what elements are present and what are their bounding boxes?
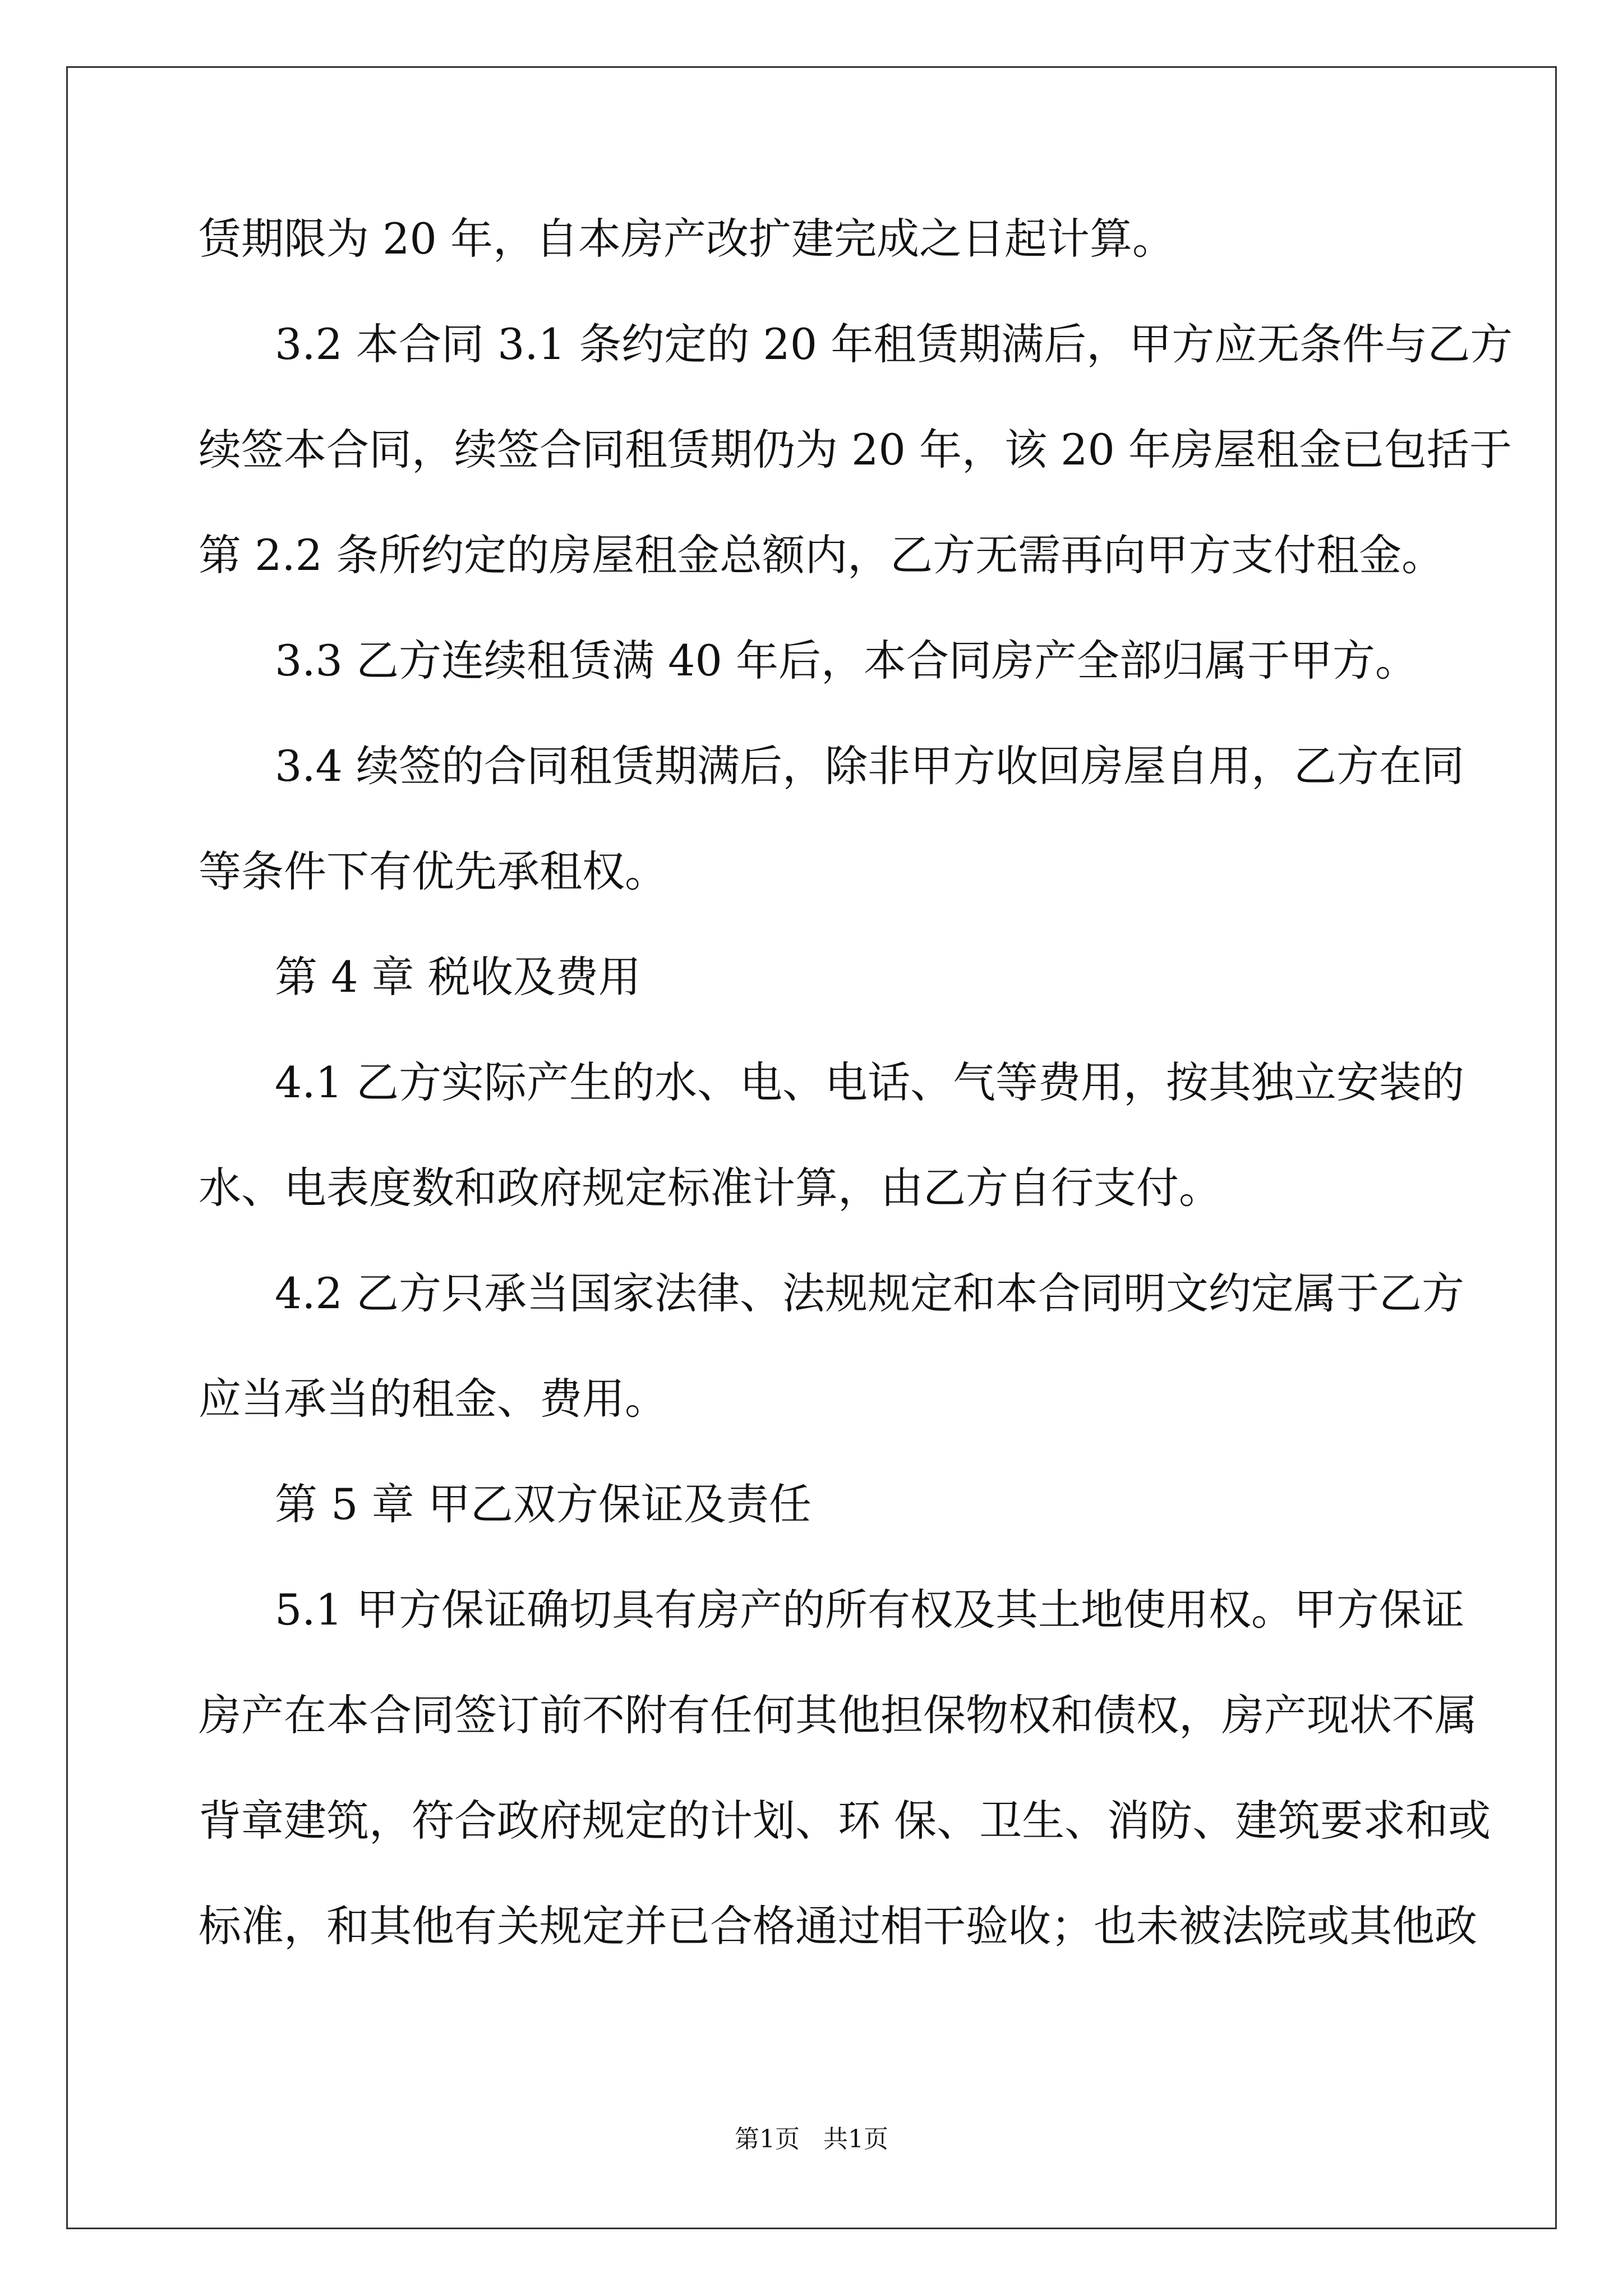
text-line-3: 续签本合同，续签合同租赁期仍为 20 年，该 20 年房屋租金已包括于	[199, 425, 1513, 475]
text-line-12: 应当承当的租金、费用。	[199, 1374, 667, 1424]
text-line-15: 房产在本合同签订前不附有任何其他担保物权和债权，房产现状不属	[199, 1690, 1477, 1740]
text-line-11: 4.2 乙方只承当国家法律、法规规定和本合同明文约定属于乙方	[275, 1268, 1465, 1318]
total-pages: 共1页	[823, 2125, 888, 2154]
page-number: 第1页	[735, 2125, 800, 2154]
text-line-5: 3.3 乙方连续租赁满 40 年后，本合同房产全部归属于甲方。	[275, 636, 1418, 685]
text-line-9: 4.1 乙方实际产生的水、电、电话、气等费用，按其独立安装的	[275, 1057, 1465, 1107]
text-line-14: 5.1 甲方保证确切具有房产的所有权及其土地使用权。甲方保证	[275, 1585, 1465, 1635]
text-line-17: 标准，和其他有关规定并已合格通过相干验收；也未被法院或其他政	[199, 1901, 1477, 1951]
text-line-2: 3.2 本合同 3.1 条约定的 20 年租赁期满后，甲方应无条件与乙方	[275, 319, 1513, 369]
text-line-16: 背章建筑，符合政府规定的计划、环 保、卫生、消防、建筑要求和或	[199, 1796, 1491, 1846]
text-line-4: 第 2.2 条所约定的房屋租金总额内，乙方无需再向甲方支付租金。	[199, 530, 1445, 580]
page-footer	[0, 2124, 1623, 2155]
text-line-7: 等条件下有优先承租权。	[199, 846, 667, 896]
text-line-10: 水、电表度数和政府规定标准计算，由乙方自行支付。	[199, 1163, 1221, 1213]
chapter-heading-4: 第 4 章 税收及费用	[275, 952, 641, 1002]
text-line-1: 赁期限为 20 年，自本房产改扩建完成之日起计算。	[199, 214, 1175, 264]
chapter-heading-5: 第 5 章 甲乙双方保证及责任	[275, 1479, 811, 1529]
text-line-6: 3.4 续签的合同租赁期满后，除非甲方收回房屋自用，乙方在同	[275, 741, 1465, 791]
